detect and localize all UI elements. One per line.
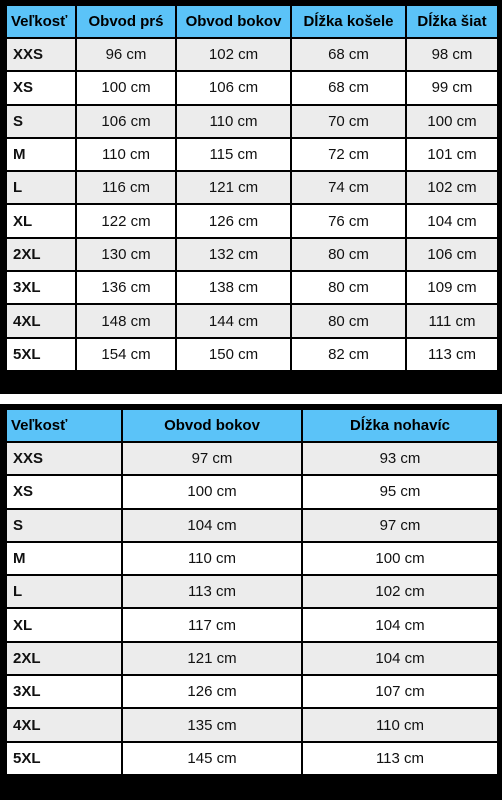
size-label: XXS [6,38,76,71]
measurement-cell: 145 cm [122,742,302,775]
measurement-cell: 82 cm [291,338,406,371]
measurement-cell: 154 cm [76,338,176,371]
measurement-cell: 106 cm [406,238,498,271]
table-row [6,171,498,204]
size-label: 3XL [6,271,76,304]
size-label: 5XL [6,338,76,371]
measurement-cell: 102 cm [176,38,291,71]
size-label: 4XL [6,304,76,337]
measurement-cell: 117 cm [122,608,302,641]
size-label: 5XL [6,742,122,775]
table-row [6,105,498,138]
measurement-cell: 106 cm [76,105,176,138]
column-header: Veľkosť [6,5,76,38]
measurement-cell: 98 cm [406,38,498,71]
size-label: XL [6,204,76,237]
size-label: XXS [6,442,122,475]
table-row [6,38,498,71]
size-label: 3XL [6,675,122,708]
measurement-cell: 93 cm [302,442,498,475]
measurement-cell: 100 cm [122,475,302,508]
measurement-cell: 70 cm [291,105,406,138]
column-header: Obvod bokov [122,409,302,442]
size-label: XS [6,475,122,508]
measurement-cell: 104 cm [406,204,498,237]
column-header: Obvod prś [76,5,176,38]
column-header: Dĺžka košele [291,5,406,38]
table-row [6,271,498,304]
table-row [6,708,498,741]
measurement-cell: 113 cm [406,338,498,371]
table-row [6,575,498,608]
measurement-cell: 126 cm [176,204,291,237]
measurement-cell: 101 cm [406,138,498,171]
size-label: XL [6,608,122,641]
size-label: 4XL [6,708,122,741]
measurement-cell: 136 cm [76,271,176,304]
table-row [6,642,498,675]
table-row [6,204,498,237]
measurement-cell: 76 cm [291,204,406,237]
measurement-cell: 138 cm [176,271,291,304]
measurement-cell: 110 cm [76,138,176,171]
measurement-cell: 102 cm [302,575,498,608]
measurement-cell: 113 cm [122,575,302,608]
table-row [6,442,498,475]
measurement-cell: 135 cm [122,708,302,741]
table-header-row [6,409,498,442]
size-label: L [6,575,122,608]
column-header: Dĺžka nohavíc [302,409,498,442]
table-header-row [6,5,498,38]
size-label: L [6,171,76,204]
measurement-cell: 121 cm [176,171,291,204]
measurement-cell: 113 cm [302,742,498,775]
measurement-cell: 68 cm [291,38,406,71]
measurement-cell: 80 cm [291,304,406,337]
size-table-bottoms [5,408,499,776]
measurement-cell: 102 cm [406,171,498,204]
measurement-cell: 104 cm [302,642,498,675]
measurement-cell: 96 cm [76,38,176,71]
size-label: 2XL [6,238,76,271]
measurement-cell: 144 cm [176,304,291,337]
measurement-cell: 97 cm [302,509,498,542]
measurement-cell: 148 cm [76,304,176,337]
table-row [6,338,498,371]
measurement-cell: 122 cm [76,204,176,237]
measurement-cell: 116 cm [76,171,176,204]
size-label: 2XL [6,642,122,675]
measurement-cell: 74 cm [291,171,406,204]
column-header: Veľkosť [6,409,122,442]
table-row [6,475,498,508]
measurement-cell: 150 cm [176,338,291,371]
measurement-cell: 80 cm [291,238,406,271]
measurement-cell: 110 cm [302,708,498,741]
measurement-cell: 100 cm [76,71,176,104]
measurement-cell: 95 cm [302,475,498,508]
table-row [6,238,498,271]
measurement-cell: 132 cm [176,238,291,271]
measurement-cell: 110 cm [176,105,291,138]
table-row [6,304,498,337]
size-table-tops [5,4,499,372]
measurement-cell: 130 cm [76,238,176,271]
measurement-cell: 110 cm [122,542,302,575]
measurement-cell: 104 cm [302,608,498,641]
size-label: S [6,105,76,138]
measurement-cell: 115 cm [176,138,291,171]
column-header: Dĺžka šiat [406,5,498,38]
size-label: M [6,542,122,575]
column-header: Obvod bokov [176,5,291,38]
measurement-cell: 126 cm [122,675,302,708]
measurement-cell: 97 cm [122,442,302,475]
size-label: M [6,138,76,171]
table-row [6,71,498,104]
table-row [6,675,498,708]
table-row [6,138,498,171]
table-row [6,608,498,641]
size-label: S [6,509,122,542]
measurement-cell: 72 cm [291,138,406,171]
measurement-cell: 109 cm [406,271,498,304]
measurement-cell: 100 cm [406,105,498,138]
size-chart-bottoms [0,404,502,800]
table-row [6,509,498,542]
measurement-cell: 104 cm [122,509,302,542]
table-row [6,742,498,775]
measurement-cell: 107 cm [302,675,498,708]
measurement-cell: 100 cm [302,542,498,575]
measurement-cell: 80 cm [291,271,406,304]
measurement-cell: 99 cm [406,71,498,104]
measurement-cell: 111 cm [406,304,498,337]
measurement-cell: 121 cm [122,642,302,675]
measurement-cell: 68 cm [291,71,406,104]
table-row [6,542,498,575]
size-chart-tops [0,0,502,394]
size-label: XS [6,71,76,104]
measurement-cell: 106 cm [176,71,291,104]
